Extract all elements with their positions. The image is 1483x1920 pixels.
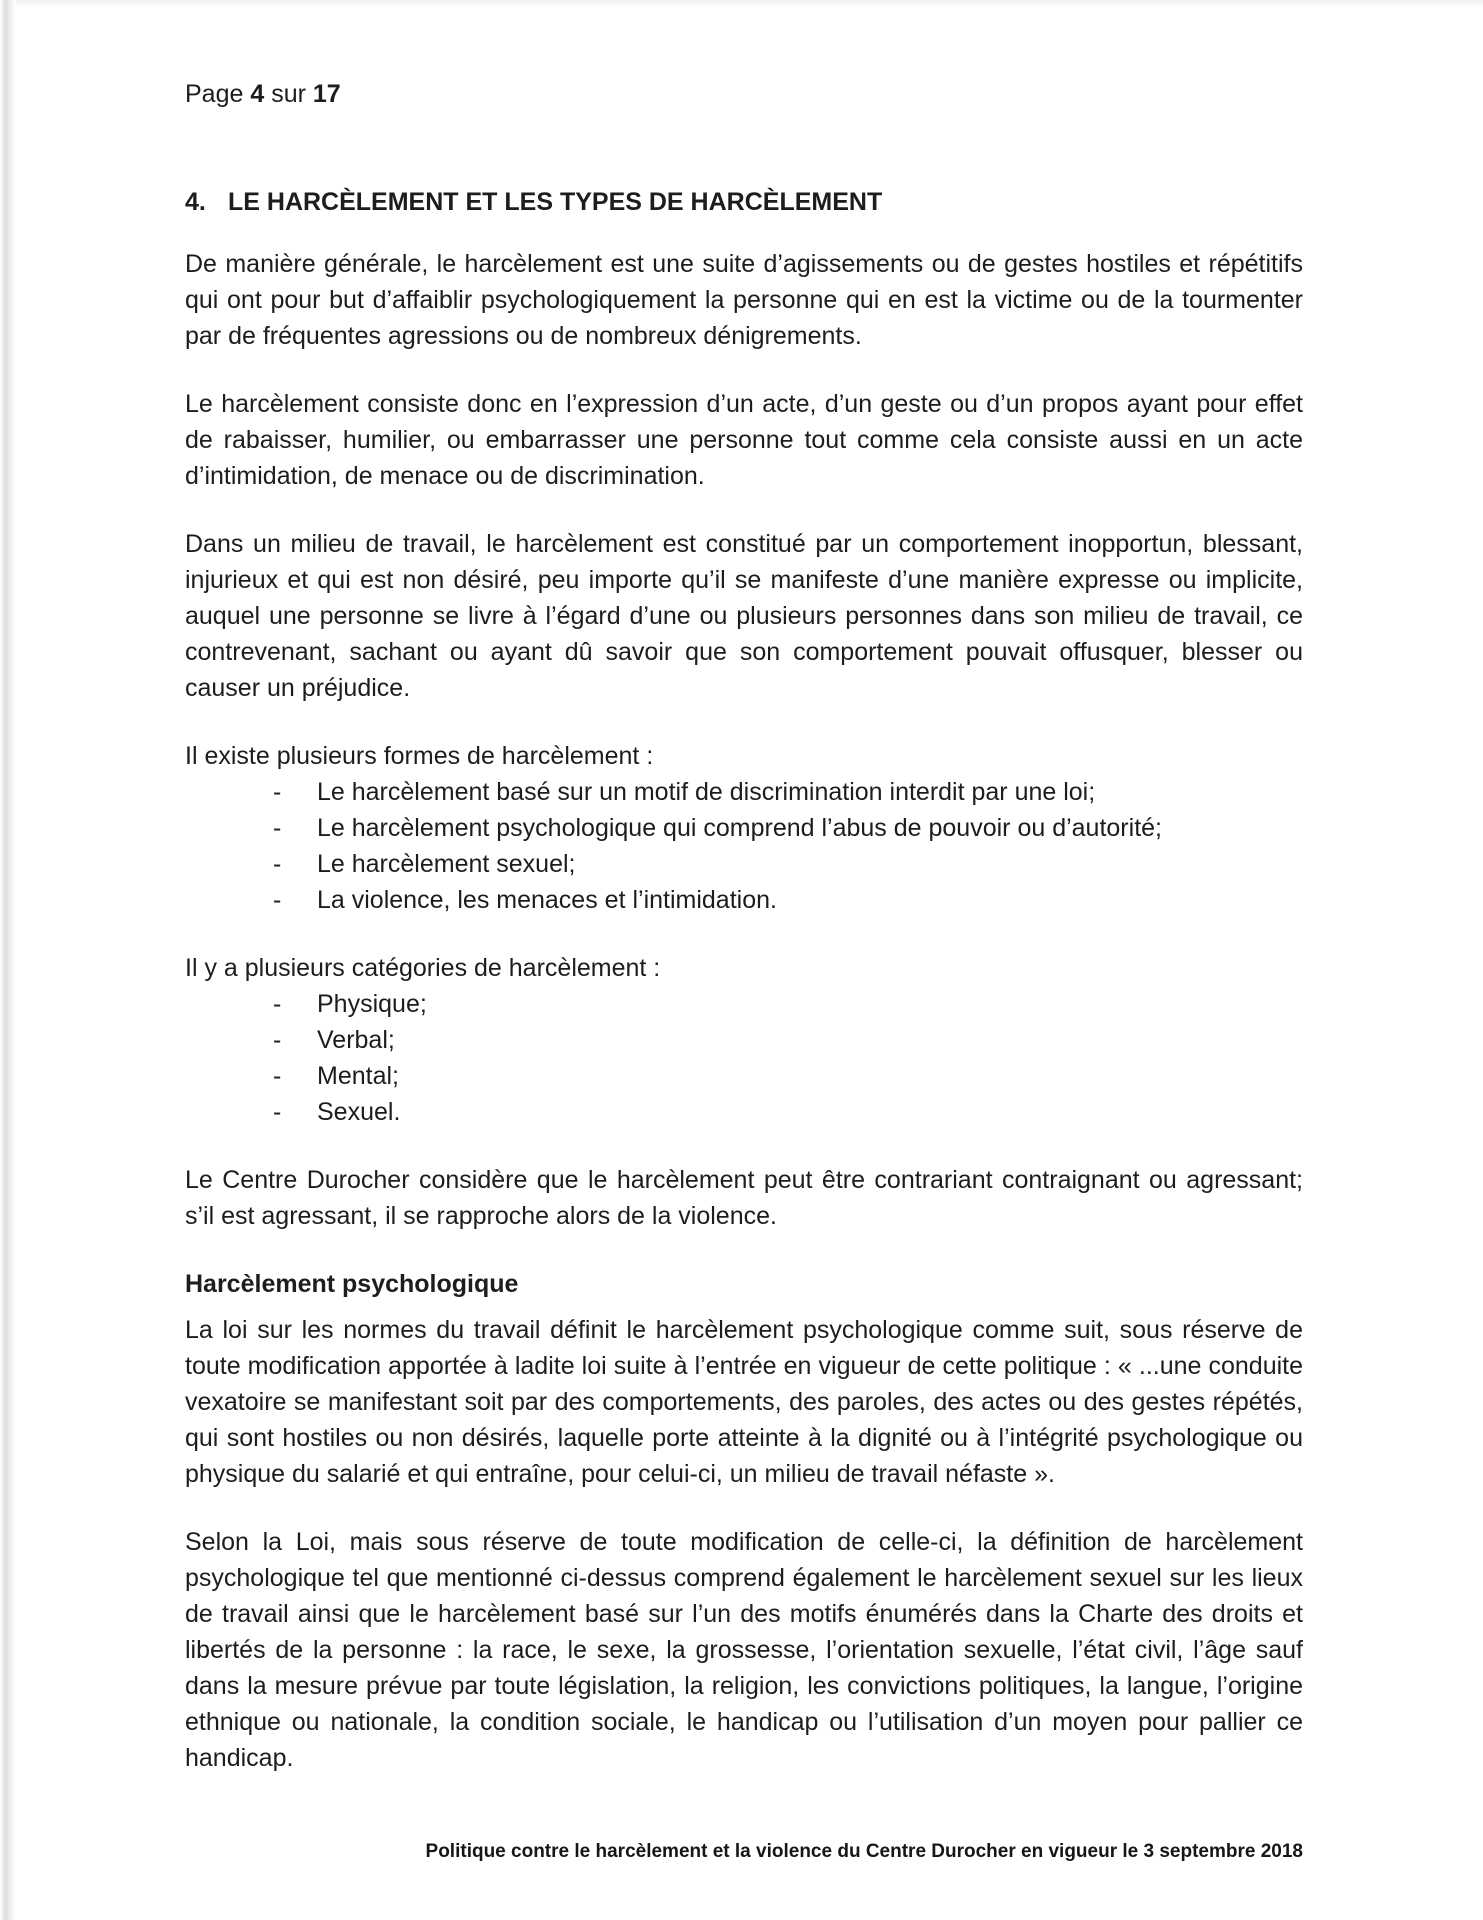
- paragraph-centre-durocher: Le Centre Durocher considère que le harcèlement peut être contrariant contraignant ou agressant; s’il est agressant, il se rapproche alors de la violence.: [185, 1166, 1303, 1230]
- categories-list: [185, 950, 1303, 1130]
- list-bullet-dash: -: [273, 778, 282, 806]
- list-bullet-dash: -: [273, 990, 282, 1018]
- paragraph-loi-normes: La loi sur les normes du travail définit le harcèlement psychologique comme suit, sous réserve de toute modification apportée à ladite loi suite à l’entrée en vigueur de cette politique : « ...une conduite vexatoire se manifestant soit par des comportements, des paroles, des actes ou des gestes répétés, qui sont hostiles ou non désirés, laquelle porte atteinte à la dignité ou à l’intégrité psychologique ou physique du salarié et qui entraîne, pour celui-ci, un milieu de travail néfaste ».: [185, 1316, 1303, 1488]
- scan-left-edge: [0, 0, 16, 1920]
- page-content: [185, 76, 1303, 1808]
- scan-top-edge: [0, 0, 1483, 8]
- list-item-label: La violence, les menaces et l’intimidation.: [317, 886, 777, 914]
- page-number-header: [185, 76, 1303, 112]
- paragraph-general-definition: De manière générale, le harcèlement est une suite d’agissements ou de gestes hostiles et répétitifs qui ont pour but d’affaiblir psychologiquement la personne qui en est la victime ou de la tourmenter par de fréquentes agressions ou de nombreux dénigrements.: [185, 250, 1303, 350]
- paragraph-expression-acte: Le harcèlement consiste donc en l’expression d’un acte, d’un geste ou d’un propos ayant pour effet de rabaisser, humilier, ou embarrasser une personne tout comme cela consiste aussi en un acte d’intimidation, de menace ou de discrimination.: [185, 390, 1303, 490]
- list-item: [185, 882, 1303, 918]
- list-bullet-dash: -: [273, 1062, 282, 1090]
- list-item-label: Sexuel.: [317, 1098, 401, 1126]
- list-item: [185, 774, 1303, 810]
- list-item: [185, 986, 1303, 1022]
- list-item: [185, 1022, 1303, 1058]
- list-bullet-dash: -: [273, 814, 282, 842]
- document-footer: Politique contre le harcèlement et la violence du Centre Durocher en vigueur le 3 septembre 2018: [425, 1841, 1303, 1862]
- page-label: Page: [185, 80, 251, 108]
- section-heading: [185, 184, 1303, 220]
- forms-list-intro: Il existe plusieurs formes de harcèlement :: [185, 742, 654, 770]
- section-title: LE HARCÈLEMENT ET LES TYPES DE HARCÈLEMENT: [228, 188, 883, 216]
- list-bullet-dash: -: [273, 1026, 282, 1054]
- list-item-label: Le harcèlement basé sur un motif de discrimination interdit par une loi;: [317, 778, 1096, 806]
- list-item-label: Le harcèlement sexuel;: [317, 850, 576, 878]
- list-item-label: Verbal;: [317, 1026, 395, 1054]
- categories-list-intro: Il y a plusieurs catégories de harcèlement :: [185, 954, 661, 982]
- page-total-number: 17: [312, 80, 341, 108]
- list-item: [185, 1058, 1303, 1094]
- paragraph-milieu-travail: Dans un milieu de travail, le harcèlement est constitué par un comportement inopportun, blessant, injurieux et qui est non désiré, peu importe qu’il se manifeste d’une manière expresse ou implicite, auquel une personne se livre à l’égard d’une ou plusieurs personnes dans son milieu de travail, ce contrevenant, sachant ou ayant dû savoir que son comportement pouvait offusquer, blesser ou causer un préjudice.: [185, 530, 1303, 702]
- list-item: [185, 846, 1303, 882]
- forms-list: [185, 738, 1303, 918]
- list-item: [185, 810, 1303, 846]
- list-bullet-dash: -: [273, 886, 282, 914]
- list-bullet-dash: -: [273, 850, 282, 878]
- list-item: [185, 1094, 1303, 1130]
- subsection-title: Harcèlement psychologique: [185, 1270, 519, 1298]
- list-item-label: Le harcèlement psychologique qui comprend l’abus de pouvoir ou d’autorité;: [317, 814, 1162, 842]
- list-item-label: Mental;: [317, 1062, 399, 1090]
- list-bullet-dash: -: [273, 1098, 282, 1126]
- section-number: 4.: [185, 188, 206, 216]
- page-separator: sur: [264, 80, 313, 108]
- paragraph-selon-la-loi: Selon la Loi, mais sous réserve de toute modification de celle-ci, la définition de harcèlement psychologique tel que mentionné ci-dessus comprend également le harcèlement sexuel sur les lieux de travail ainsi que le harcèlement basé sur l’un des motifs énumérés dans la Charte des droits et libertés de la personne : la race, le sexe, la grossesse, l’orientation sexuelle, l’état civil, l’âge sauf dans la mesure prévue par toute législation, la religion, les convictions politiques, la langue, l’origine ethnique ou nationale, la condition sociale, le handicap ou l’utilisation d’un moyen pour pallier ce handicap.: [185, 1528, 1303, 1772]
- list-item-label: Physique;: [317, 990, 427, 1018]
- page-current-number: 4: [250, 80, 265, 108]
